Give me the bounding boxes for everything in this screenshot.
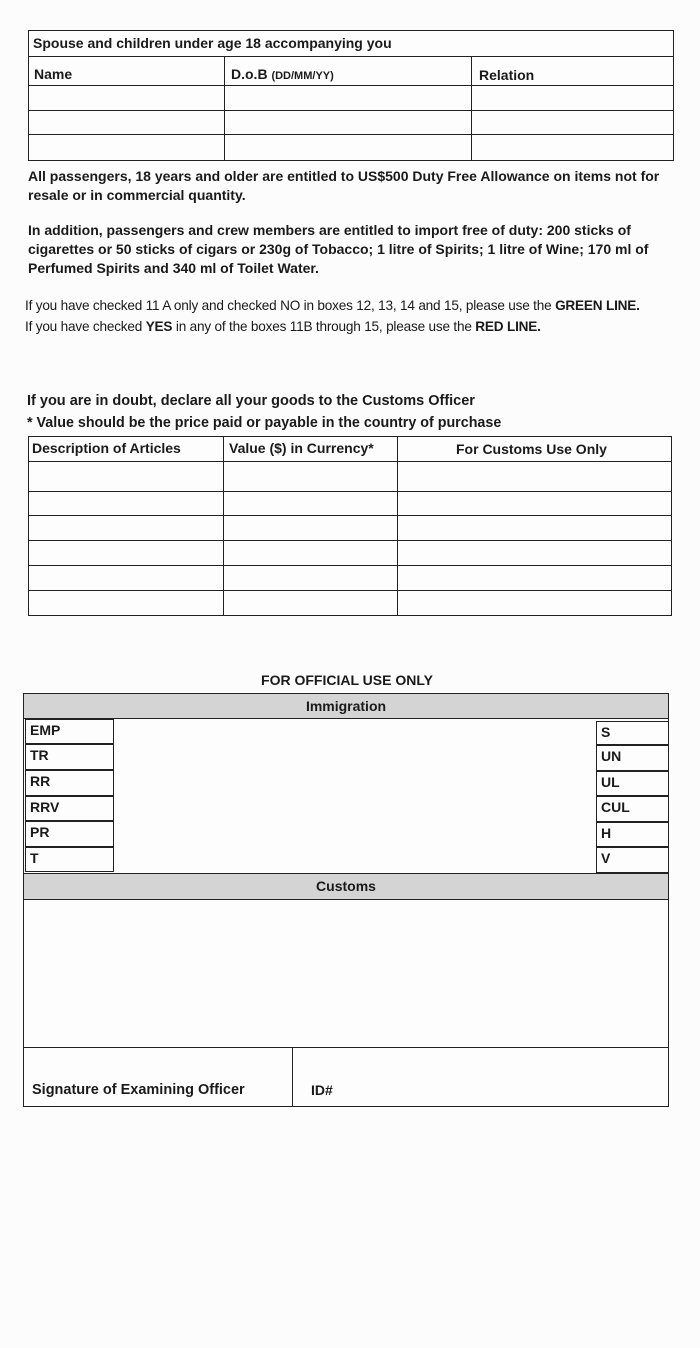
spouse-relation-field[interactable]	[473, 87, 672, 109]
red-line-label: RED LINE.	[475, 319, 541, 334]
spouse-relation-field[interactable]	[473, 136, 672, 159]
article-description-field[interactable]	[30, 493, 221, 514]
code-ul: UL	[596, 771, 669, 796]
code-pr: PR	[25, 821, 114, 847]
article-description-field[interactable]	[30, 517, 221, 539]
spouse-relation-field[interactable]	[473, 112, 672, 133]
green-line-instruction: If you have checked 11 A only and checked NO in boxes 12, 13, 14 and 15, please use the GREEN LINE.	[25, 298, 640, 313]
article-value-field[interactable]	[225, 542, 395, 564]
spouse-dob-field[interactable]	[226, 87, 469, 109]
red-line-instruction: If you have checked YES in any of the boxes 11B through 15, please use the RED LINE.	[25, 319, 541, 334]
code-cul: CUL	[596, 796, 669, 822]
dob-label: D.o.B	[231, 66, 268, 82]
article-description-field[interactable]	[30, 567, 221, 589]
code-rr: RR	[25, 770, 114, 796]
signature-label: Signature of Examining Officer	[32, 1082, 245, 1098]
article-description-field[interactable]	[30, 592, 221, 614]
code-v: V	[596, 847, 669, 873]
article-value-field[interactable]	[225, 567, 395, 589]
article-value-field[interactable]	[225, 493, 395, 514]
official-use-title: FOR OFFICIAL USE ONLY	[261, 672, 433, 688]
code-un: UN	[596, 745, 669, 771]
name-column-header: Name	[34, 66, 73, 82]
customs-use-column-header: For Customs Use Only	[456, 441, 607, 457]
spouse-dob-field[interactable]	[226, 136, 469, 159]
code-t: T	[25, 847, 114, 872]
article-customs-field	[399, 463, 670, 490]
article-customs-field	[399, 592, 670, 614]
duty-free-allowance-text: All passengers, 18 years and older are entitled to US$500 Duty Free Allowance on items not for resale or in commercial quantity.	[28, 168, 660, 203]
article-customs-field	[399, 493, 670, 514]
code-emp: EMP	[25, 719, 114, 744]
spouse-name-field[interactable]	[30, 136, 222, 159]
article-customs-field	[399, 567, 670, 589]
article-value-field[interactable]	[225, 517, 395, 539]
article-value-field[interactable]	[225, 592, 395, 614]
article-description-field[interactable]	[30, 542, 221, 564]
article-value-field[interactable]	[225, 463, 395, 490]
code-s: S	[596, 721, 669, 745]
import-allowance-text: In addition, passengers and crew members are entitled to import free of duty: 200 sticks of cigarettes or 50 sticks of cigars or 230g of Tobacco; 1 litre of Spirits; 1 litre of Wine; 170 ml of Perfumed Spirits and 340 ml of Toilet Water.	[28, 222, 649, 276]
id-label: ID#	[311, 1082, 333, 1098]
customs-header: Customs	[23, 873, 669, 900]
value-note: * Value should be the price paid or payable in the country of purchase	[27, 415, 502, 431]
code-tr: TR	[25, 744, 114, 770]
article-description-field[interactable]	[30, 463, 221, 490]
customs-notes-area	[25, 901, 667, 1046]
description-column-header: Description of Articles	[32, 440, 181, 456]
article-customs-field	[399, 517, 670, 539]
spouse-name-field[interactable]	[30, 112, 222, 133]
spouse-dob-field[interactable]	[226, 112, 469, 133]
immigration-header: Immigration	[23, 693, 669, 719]
dob-column-header	[231, 66, 334, 85]
dob-format-label: (DD/MM/YY)	[271, 70, 334, 82]
declare-heading: If you are in doubt, declare all your goods to the Customs Officer	[27, 393, 475, 409]
spouse-table-title: Spouse and children under age 18 accompanying you	[33, 35, 392, 51]
code-rrv: RRV	[25, 796, 114, 821]
relation-column-header: Relation	[479, 67, 535, 83]
spouse-name-field[interactable]	[30, 87, 222, 109]
value-column-header: Value ($) in Currency*	[229, 440, 374, 456]
green-line-label: GREEN LINE.	[555, 298, 640, 313]
code-h: H	[596, 822, 669, 847]
immigration-notes-area	[116, 721, 594, 871]
article-customs-field	[399, 542, 670, 564]
